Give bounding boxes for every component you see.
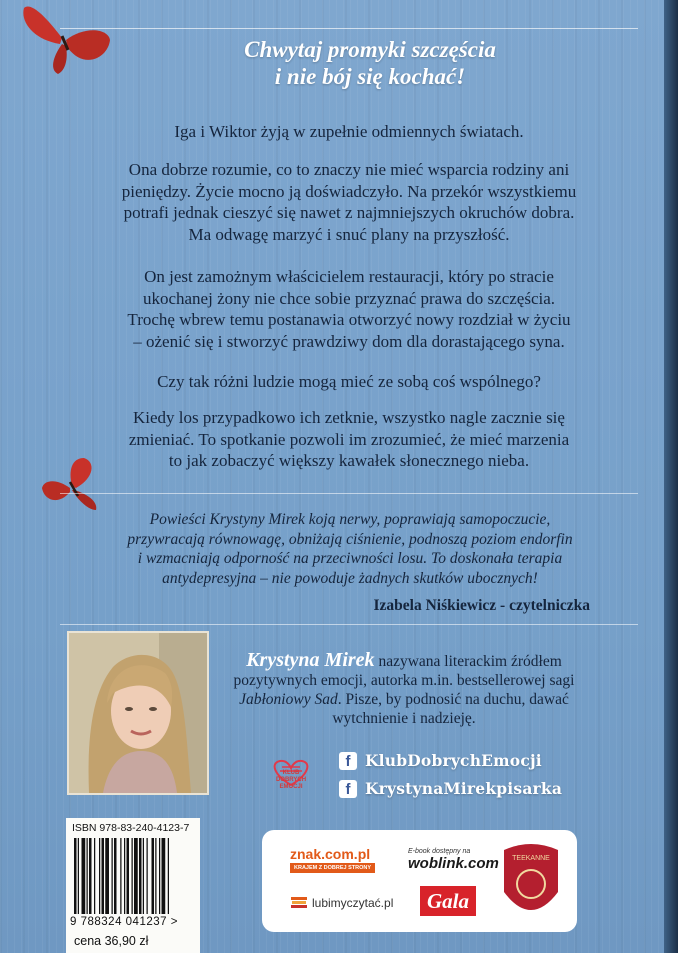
quote-line: przywracają równowagę, obniżają ciśnienie, podnoszą poziom endorfin <box>127 530 573 548</box>
section-divider <box>60 624 638 625</box>
woblink-name: woblink.com <box>408 855 499 872</box>
barcode-number: 9 788324 041237 > <box>70 916 178 928</box>
quote-line: Powieści Krystyny Mirek koją nerwy, poprawiają samopoczucie, <box>149 511 551 528</box>
blurb-line: potrafi jednak cieszyć się nawet z najmniejszych okruchów dobra. <box>123 203 575 222</box>
barcode-sticker <box>66 818 200 953</box>
blurb-line: zmieniać. To spotkanie pozwoli im zrozumieć, że mieć marzenia <box>128 429 570 449</box>
blurb-line: Czy tak różni ludzie mogą mieć ze sobą coś wspólnego? <box>157 372 541 391</box>
quote-line: antydepresyjna – nie powoduje żadnych skutków ubocznych! <box>162 569 538 587</box>
blurb-line: to jak zobaczyć większy kawałek słonecznego nieba. <box>168 451 530 470</box>
blurb-line: Iga i Wiktor żyją w zupełnie odmiennych światach. <box>174 122 524 141</box>
book-series-title: Jabłoniowy Sad <box>239 691 338 708</box>
facebook-label: KlubDobrychEmocji <box>365 751 542 770</box>
blurb-paragraph-2 <box>60 159 638 245</box>
blurb-paragraph-5 <box>60 407 638 472</box>
znak-logo-tagline: KRAJEM Z DOBREJ STRONY <box>290 863 375 873</box>
blurb-paragraph-3 <box>60 266 638 352</box>
facebook-icon: f <box>339 752 357 770</box>
top-divider <box>60 28 638 29</box>
blurb-line: – ożenić się i stworzyć prawdziwy dom dla dorastającego syna. <box>133 331 565 351</box>
club-logo-line: DOBRYCH <box>275 777 307 783</box>
isbn-text: ISBN 978-83-240-4123-7 <box>72 822 190 834</box>
facebook-link-author[interactable] <box>339 779 562 798</box>
club-logo-line: EMOCJI <box>279 784 303 790</box>
partner-logos-panel <box>262 830 577 932</box>
bio-text: . Pisze, by podnosić na duchu, dawać wytchnienie i nadzieję. <box>332 691 569 727</box>
barcode-bars <box>74 838 194 914</box>
facebook-label: KrystynaMirekpisarka <box>365 779 563 798</box>
woblink-logo <box>408 848 499 872</box>
facebook-icon: f <box>339 780 357 798</box>
teekanne-name: TEEKANNE <box>512 855 550 862</box>
tagline-line-1: Chwytaj promyki szczęścia <box>244 37 496 62</box>
blurb-paragraph-1 <box>60 121 638 143</box>
teekanne-logo <box>500 840 562 922</box>
quote-author: Izabela Niśkiewicz - czytelniczka <box>373 597 590 614</box>
tagline-line-2: i nie bój się kochać! <box>274 64 466 89</box>
club-logo-line: KLUB <box>282 770 300 776</box>
blurb-line: pieniędzy. Życie mocno ją doświadczyło. Na przekór wszystkiemu <box>121 181 577 201</box>
author-photo <box>67 631 209 795</box>
znak-logo <box>290 846 375 873</box>
blurb-line: Kiedy los przypadkowo ich zetknie, wszystko nagle zacznie się <box>133 408 565 427</box>
znak-logo-name: znak.com.pl <box>290 846 371 862</box>
author-bio <box>214 651 594 728</box>
lubimy-name: lubimyczytać.pl <box>312 896 394 910</box>
book-spine-edge <box>664 0 678 953</box>
quote-line: i wzmacniają odporność na przeciwności losu. To doskonała terapia <box>137 550 563 567</box>
author-name: Krystyna Mirek <box>246 649 375 671</box>
bio-text: nazywana literackim źródłem pozytywnych emocji, autorka m.in. bestsellerowej sagi <box>233 653 575 689</box>
blurb-line: ukochanej żony nie chce sobie przyznać prawa do szczęścia. <box>142 288 556 308</box>
review-quote <box>80 510 620 588</box>
facebook-link-club[interactable] <box>339 751 542 770</box>
lubimyczytac-logo <box>290 896 393 910</box>
butterfly-small-illustration <box>40 456 106 516</box>
book-stack-icon <box>290 896 308 910</box>
gala-logo: Gala <box>420 886 476 916</box>
blurb-line: Ona dobrze rozumie, co to znaczy nie mieć wsparcia rodziny ani <box>128 160 570 179</box>
club-logo-text <box>262 770 320 791</box>
price-label: cena 36,90 zł <box>74 934 149 948</box>
blurb-line: On jest zamożnym właścicielem restauracji, który po stracie <box>144 267 554 286</box>
butterfly-top-illustration <box>22 0 114 82</box>
blurb-line: Trochę wbrew temu postanawia otworzyć nowy rozdział w życiu <box>127 310 571 329</box>
blurb-line: Ma odwagę marzyć i snuć plany na przyszłość. <box>188 224 510 244</box>
section-divider <box>60 493 638 494</box>
tagline <box>130 36 610 90</box>
ebook-label: E-book dostępny na <box>408 848 471 855</box>
blurb-paragraph-4 <box>60 371 638 393</box>
